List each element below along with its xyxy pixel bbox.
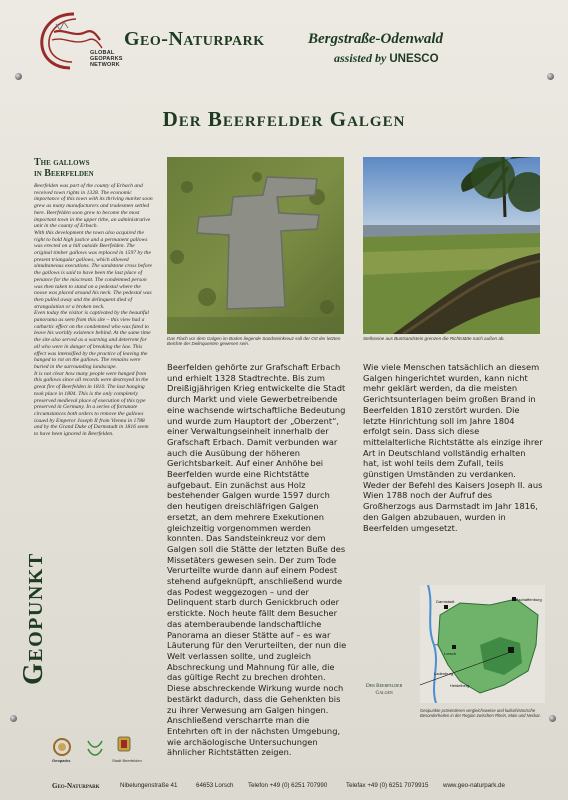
map-town-label: Darmstadt bbox=[436, 599, 455, 604]
map-town-label: Ladenburg bbox=[434, 671, 454, 676]
park-subtitle: Bergstraße-Odenwald bbox=[308, 31, 443, 47]
footer-street: Nibelungenstraße 41 bbox=[120, 782, 178, 789]
photo-caption: Stellsteine aus Buntsandstein grenzen die Richtstätte nach außen ab. bbox=[363, 336, 505, 341]
footer-city: 64653 Lorsch bbox=[196, 782, 234, 789]
partner-logos bbox=[52, 735, 142, 775]
map-town-label: Heidelberg bbox=[450, 683, 470, 688]
logo-text: GLOBAL GEOPARKS NETWORK bbox=[90, 50, 123, 68]
photo-caption: Das Flach vor dem Galgen im Boden liegende Sandsteinkreuz soll der Ort der letzten Beichte der Delinquenten gewesen sein. bbox=[167, 336, 341, 347]
execution-site-photo bbox=[363, 157, 540, 334]
screw bbox=[549, 715, 556, 722]
screw bbox=[15, 73, 22, 80]
footer-org-name: Geo-Naturpark bbox=[52, 782, 100, 790]
park-title: Geo-Naturpark bbox=[124, 28, 265, 50]
page-title: Der Beerfelder Galgen bbox=[162, 107, 406, 131]
english-paragraph: With this development the town also acquired the right to hold high justice and a permanent gallows was erected on a hill outside Beerfelden. The original timber gallows was replaced in 1597 by the present triangular gallows, which allowed simultaneous executions. The sandstone cross before the gallows is said to have been the last place of penance for the miscreant. The condemned person was then taken to stand on a pedestal where the noose was placed around his neck. The pedestal was then pulled away and the delinquent died of strangulation or a broken neck. bbox=[34, 229, 152, 310]
geopunkt-label: Geopunkt bbox=[18, 552, 49, 685]
footer-fax: Telefax +49 (0) 6251 7079915 bbox=[346, 782, 429, 789]
map-location-label: Der Beerfelder Galgen bbox=[366, 683, 403, 696]
german-text-column-2: Wie viele Menschen tatsächlich an diesem Galgen hingerichtet wurden, kann nicht mehr geklärt werden, da die meisten Gerichtsunterlagen beim großen Brand in Beerfelden 1810 zerstört wurden. Die letzte Hinrichtung soll im Jahre 1804 erfolgt sein. Dass sich diese mittelalterliche Richtstätte als einzige ihrer Art in Deutschland vollständig erhalten hat, ist wohl teils dem Zufall, teils günstigen Umständen zu verdanken. Weder der Befehl des Kaisers Joseph II. aus Wien 1788 noch der Aufruf des Großherzogs aus Darmstadt im Jahr 1816, den Galgen abzubauen, wurden in Beerfelden umgesetzt. bbox=[363, 362, 543, 533]
footer-phone: Telefon +49 (0) 6251 707990 bbox=[248, 782, 328, 789]
assisted-by: assisted by UNESCO bbox=[334, 51, 439, 65]
map-town-label: Aschaffenburg bbox=[516, 597, 542, 602]
english-paragraph: It is not clear how many people were hanged from this gallows since all records were destroyed in the great fire of Beerfelden in 1810. The last hanging took place in 1804. This is the only completely preserved medieval place of execution of this type preserved in Germany. In a series of fortunate circumstances both orders to remove the gallows issued by Emperor Joseph II from Vienna in 1788 and by the Grand Duke of Darmstadt in 1816 seem to have been ignored in Beerfelden. bbox=[34, 370, 149, 438]
map-town-label: Lorsch bbox=[444, 651, 457, 656]
footer-logo-label: Stadt Beerfelden bbox=[112, 758, 142, 763]
screw bbox=[10, 715, 17, 722]
region-map bbox=[420, 585, 545, 703]
english-paragraph: Even today the visitor is captivated by the beautiful panorama as seen from this site – this view had a cathartic effect on the condemned who was fated to leave his worldly existence behind. At the same time the site also served as a warning and deterrent for all who were in danger of breaking the law. This effect was intensified by the practice of leaving the hanged to rot on the gallows. The remains were buried in the surrounding landscape. bbox=[34, 310, 151, 370]
screw bbox=[547, 73, 554, 80]
footer-logo-label: Geoparks bbox=[52, 758, 71, 763]
english-heading: The gallows in Beerfelden bbox=[34, 157, 94, 179]
map-caption: Geopunkte präsentieren vergleichsweise und kulturhistorische Besonderheiten in der Region zwischen Rhein, Main und Neckar. bbox=[420, 708, 541, 718]
english-text bbox=[34, 183, 154, 555]
english-paragraph: Beerfelden was part of the county of Erbach and received town rights in 1328. The economic importance of this town with its thriving market soon grew as many manufacturers and tradesmen settled here. Beerfelden soon grew to become the most important town in the upper tithe, an administrative unit in the county of Erbach. bbox=[34, 183, 153, 230]
german-text-column-1: Beerfelden gehörte zur Grafschaft Erbach und erhielt 1328 Stadtrechte. Bis zum Dreißigjährigen Krieg entwickelte die Stadt durch Markt und viele Gewerbetreibende eine wachsende wirtschaftliche Bedeutung und wurde zum Hauptort der „Oberzent“, einer Verwaltungseinheit innerhalb der Grafschaft Erbach. Damit verbunden war auch die Ausübung der höheren Gerichtsbarkeit. Auf einer Anhöhe bei Beerfelden wurde eine Richtstätte aufgebaut. Ein zunächst aus Holz bestehender Galgen wurde 1597 durch den heutigen dreischläfrigen Galgen ersetzt, an dem mehrere Exekutionen gleichzeitig vorgenommen werden konnten. Das Sandsteinkreuz vor dem Galgen soll die Stätte der letzten Buße des Missetäters gewesen sein. Der zum Tode Verurteilte wurde dann auf einem Podest stehend aufgeknüpft, anschließend wurde das Podest weggezogen – und der Delinquent starb durch Genickbruch oder erstickte. Noch heute fällt dem Besucher das atemberaubende landschaftliche Panorama an dieser Stätte auf – es war Läuterung für den Verurteilten, der nun die Welt verlassen sollte, und zugleich Abschreckung und Mahnung für alle, die das gültige Recht zu brechen drohten. Diese abschreckende Wirkung wurde noch bestärkt dadurch, dass die Gehenkten bis zu ihrer Verwesung am Galgen hingen. Anschließend verscharrte man die Entehrten oft in der nächsten Umgebung, wie archäologische Untersuchungen ähnlicher Richtstätten zeigen. bbox=[167, 362, 347, 758]
footer bbox=[0, 782, 568, 796]
sandstone-cross-photo bbox=[167, 157, 344, 334]
footer-website[interactable]: www.geo-naturpark.de bbox=[443, 782, 505, 789]
